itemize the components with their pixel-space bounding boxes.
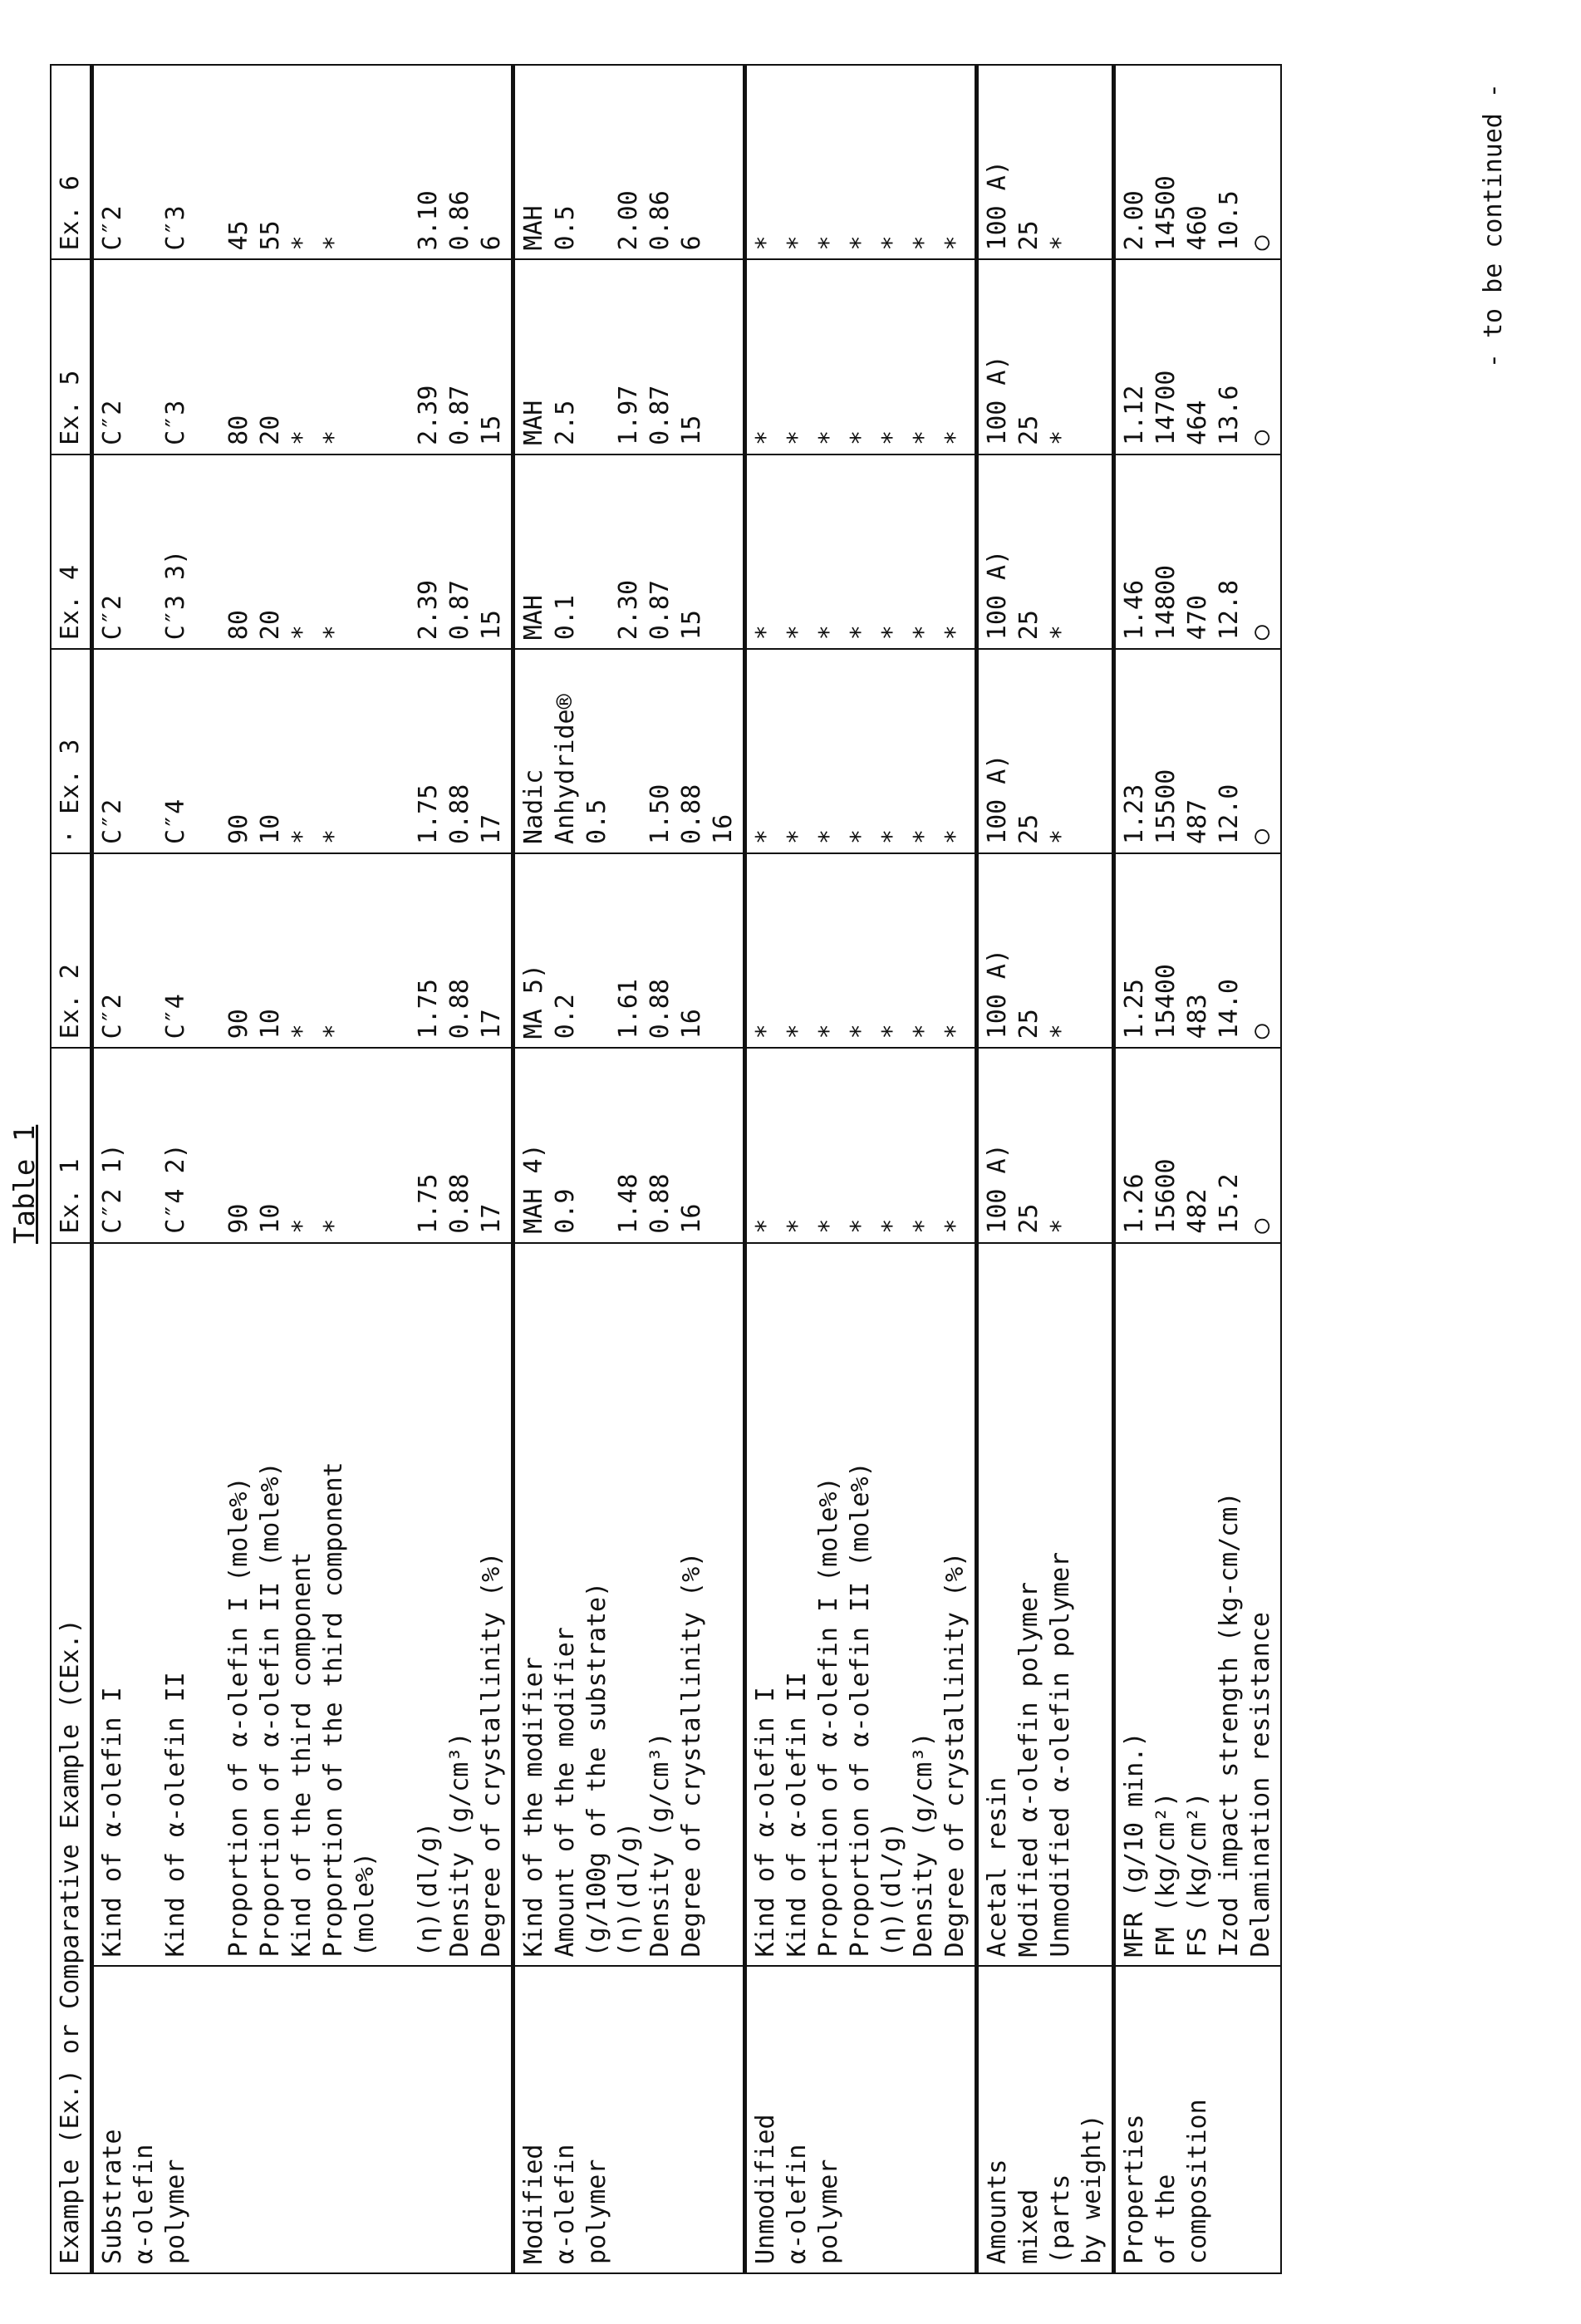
column-header: · Ex. 3 bbox=[51, 649, 92, 853]
group-row-properties bbox=[1114, 65, 1282, 2273]
group-row-substrate bbox=[92, 65, 513, 2273]
cell: 1.12 14700 464 13.6 ○ bbox=[1114, 259, 1282, 454]
data-table bbox=[50, 64, 1282, 2274]
column-header: Ex. 1 bbox=[51, 1048, 92, 1242]
cell: 100 A) 25 * bbox=[977, 853, 1114, 1048]
column-header: Ex. 5 bbox=[51, 259, 92, 454]
column-header: Ex. 6 bbox=[51, 65, 92, 259]
cell: Nadic Anhydride® 0.5 1.50 0.88 16 bbox=[513, 649, 745, 853]
cell: 100 A) 25 * bbox=[977, 1048, 1114, 1242]
cell: MAH 0.5 2.00 0.86 6 bbox=[513, 65, 745, 259]
cell: * * * * * * * bbox=[745, 853, 977, 1048]
cell: * * * * * * * bbox=[745, 454, 977, 649]
group-label: Substrate α-olefin polymer bbox=[92, 1966, 513, 2273]
cell: C″2 C″4 90 10 * * 1.75 0.88 17 bbox=[92, 853, 513, 1048]
row-labels: Kind of α-olefin I Kind of α-olefin II Proportion of α-olefin I (mole%) Proportion of α-olefin II (mole%) Kind of the third component Proportion of the third component (mole%) (η)(dl/g) Density (g/cm³) Degree of crystallinity (%) bbox=[92, 1243, 513, 1967]
cell: 100 A) 25 * bbox=[977, 259, 1114, 454]
group-row-unmodified bbox=[745, 65, 977, 2273]
cell: 100 A) 25 * bbox=[977, 454, 1114, 649]
cell: * * * * * * * bbox=[745, 65, 977, 259]
cell: 2.00 14500 460 10.5 ○ bbox=[1114, 65, 1282, 259]
column-header: Ex. 2 bbox=[51, 853, 92, 1048]
cell: C″2 C″3 45 55 * * 3.10 0.86 6 bbox=[92, 65, 513, 259]
continued-note: - to be continued - bbox=[1479, 83, 1508, 369]
cell: * * * * * * * bbox=[745, 649, 977, 853]
cell: MAH 0.1 2.30 0.87 15 bbox=[513, 454, 745, 649]
cell: 1.26 15600 482 15.2 ○ bbox=[1114, 1048, 1282, 1242]
cell: 100 A) 25 * bbox=[977, 65, 1114, 259]
group-row-amounts bbox=[977, 65, 1114, 2273]
cell: MA 5) 0.2 1.61 0.88 16 bbox=[513, 853, 745, 1048]
cell: * * * * * * * bbox=[745, 1048, 977, 1242]
group-label: Properties of the composition bbox=[1114, 1966, 1282, 2273]
cell: MAH 2.5 1.97 0.87 15 bbox=[513, 259, 745, 454]
cell: 1.23 15500 487 12.0 ○ bbox=[1114, 649, 1282, 853]
cell: C″2 C″3 3) 80 20 * * 2.39 0.87 15 bbox=[92, 454, 513, 649]
group-label: Unmodified α-olefin polymer bbox=[745, 1966, 977, 2273]
row-labels: Kind of the modifier Amount of the modifier (g/100g of the substrate) (η)(dl/g) Density (g/cm³) Degree of crystallinity (%) bbox=[513, 1243, 745, 1967]
group-label: Modified α-olefin polymer bbox=[513, 1966, 745, 2273]
row-labels: Acetal resin Modified α-olefin polymer Unmodified α-olefin polymer bbox=[977, 1243, 1114, 1967]
cell: C″2 C″3 80 20 * * 2.39 0.87 15 bbox=[92, 259, 513, 454]
header-row bbox=[51, 65, 92, 2273]
group-label: Amounts mixed (parts by weight) bbox=[977, 1966, 1114, 2273]
cell: 100 A) 25 * bbox=[977, 649, 1114, 853]
cell: 1.25 15400 483 14.0 ○ bbox=[1114, 853, 1282, 1048]
row-labels: MFR (g/10 min.) FM (kg/cm²) FS (kg/cm²) Izod impact strength (kg-cm/cm) Delamination resistance bbox=[1114, 1243, 1282, 1967]
row-labels: Kind of α-olefin I Kind of α-olefin II Proportion of α-olefin I (mole%) Proportion of α-olefin II (mole%) (η)(dl/g) Density (g/cm³) Degree of crystallinity (%) bbox=[745, 1243, 977, 1967]
cell: 1.46 14800 470 12.8 ○ bbox=[1114, 454, 1282, 649]
column-header: Ex. 4 bbox=[51, 454, 92, 649]
table-title: Table 1 bbox=[8, 1124, 42, 1244]
cell: C″2 1) C″4 2) 90 10 * * 1.75 0.88 17 bbox=[92, 1048, 513, 1242]
cell: * * * * * * * bbox=[745, 259, 977, 454]
cell: C″2 C″4 90 10 * * 1.75 0.88 17 bbox=[92, 649, 513, 853]
corner-header: Example (Ex.) or Comparative Example (CEx.) bbox=[51, 1243, 92, 2273]
cell: MAH 4) 0.9 1.48 0.88 16 bbox=[513, 1048, 745, 1242]
group-row-modified bbox=[513, 65, 745, 2273]
